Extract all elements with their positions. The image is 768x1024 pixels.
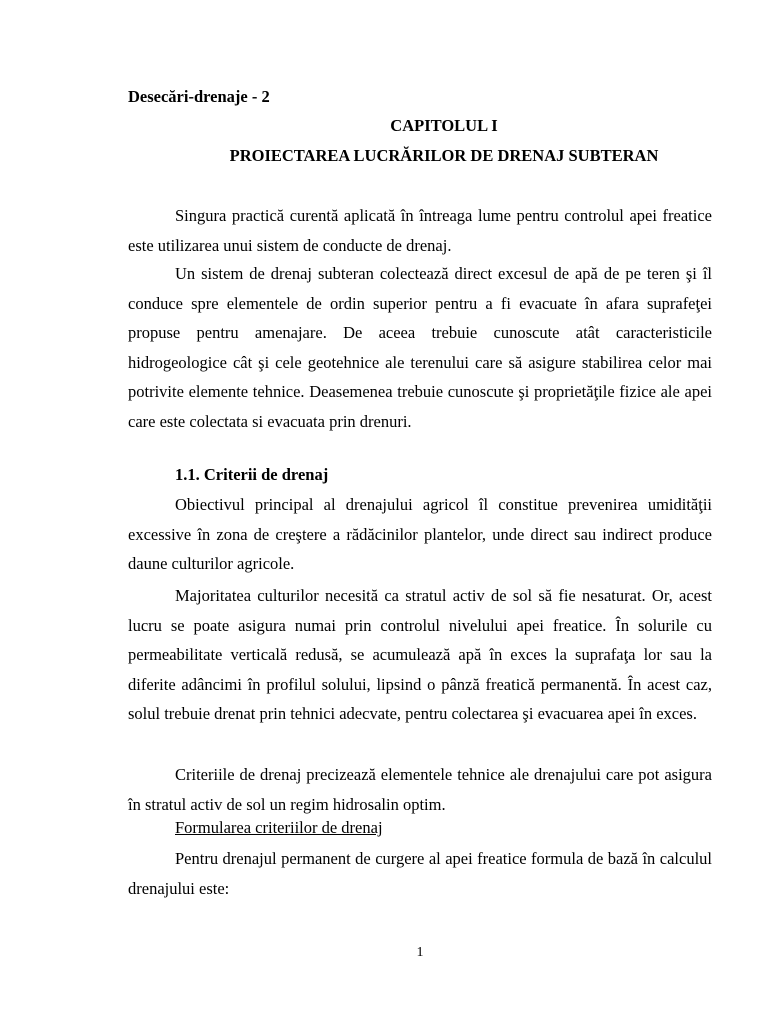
section-heading: 1.1. Criterii de drenaj xyxy=(175,465,329,484)
subsection-heading: Formularea criteriilor de drenaj xyxy=(175,818,383,837)
section-paragraph-2: Majoritatea culturilor necesită ca stratul activ de sol să fie nesaturat. Or, acest lucru se poate asigura numai prin controlul nivelului apei freatice. În solurile cu permeabilitate verticală redusă, se acumulează apă în exces la suprafaţa lor sau la diferite adâncimi în profilul solului, lipsind o pânză freatică permanentă. În acest caz, solul trebuie drenat prin tehnici adecvate, pentru colectarea şi evacuarea apei în exces. xyxy=(128,586,712,723)
intro-paragraph-1: Singura practică curentă aplicată în întreaga lume pentru controlul apei freatice este utilizarea unui sistem de conducte de drenaj. xyxy=(128,206,712,255)
document-header: Desecări-drenaje - 2 xyxy=(128,87,270,106)
chapter-title: PROIECTAREA LUCRĂRILOR DE DRENAJ SUBTERAN xyxy=(229,146,659,165)
intro-paragraph-2: Un sistem de drenaj subteran colectează direct excesul de apă de pe teren şi îl conduce spre elementele de ordin superior pentru a fi evacuate în afara suprafeţei propuse pentru amenajare. De aceea trebuie cunoscute atât caracteristicile hidrogeologice cât şi cele geotehnice ale terenului care să asigure stabilirea celor mai potrivite elemente tehnice. Deasemenea trebuie cunoscute şi proprietăţile fizice ale apei care este colectata si evacuata prin drenuri. xyxy=(128,264,712,431)
section-paragraph-3: Criteriile de drenaj precizează elementele tehnice ale drenajului care pot asigura în stratul activ de sol un regim hidrosalin optim. xyxy=(128,765,712,814)
page-number: 1 xyxy=(416,945,424,960)
formula-paragraph: Pentru drenajul permanent de curgere al apei freatice formula de bază în calculul drenajului este: xyxy=(128,849,712,898)
section-paragraph-1: Obiectivul principal al drenajului agricol îl constitue prevenirea umidităţii excessive în zona de creştere a rădăcinilor plantelor, unde direct sau indirect produce daune culturilor agricole. xyxy=(128,495,712,573)
chapter-label: CAPITOLUL I xyxy=(390,116,498,135)
